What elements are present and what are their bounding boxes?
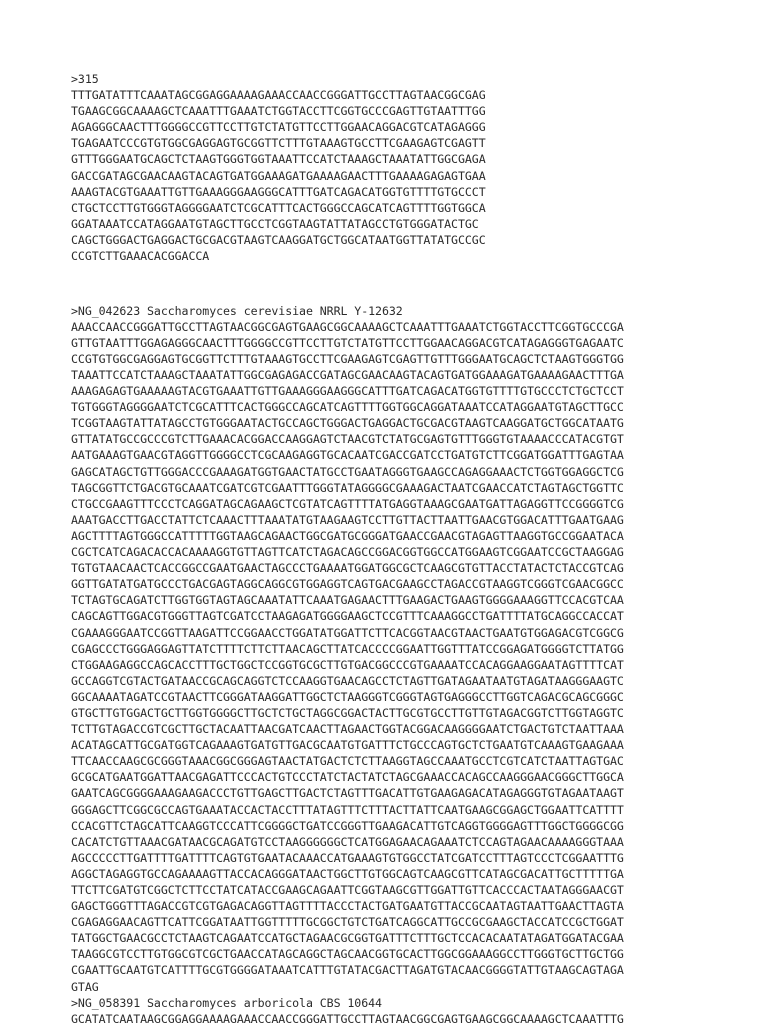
sequence-line: AGCTTTTAGTGGGCCATTTTTGGTAAGCAGAACTGGCGATGCGGGATGAACCGAACGTAGAGTTAAGGTGCCGGAATACA	[71, 528, 624, 543]
sequence-line: GAGCATAGCTGTTGGGACCCGAAAGATGGTGAACTATGCCTGAATAGGGTGAAGCCAGAGGAAACTCTGGTGGAGGCTCG	[71, 464, 624, 479]
sequence-line: AGGCTAGAGGTGCCAGAAAAGTTACCACAGGGATAACTGGCTTGTGGCAGTCAAGCGTTCATAGCGACATTGCTTTTTGA	[71, 866, 624, 881]
sequence-line: GGGAGCTTCGGCGCCAGTGAAATACCACTACCTTTATAGTTTCTTTACTTATTCAATGAAGCGGAGCTGGAATTCATTTT	[71, 802, 624, 817]
sequence-line: TTTGATATTTCAAATAGCGGAGGAAAAGAAACCAACCGGGATTGCCTTAGTAACGGCGAG	[71, 88, 486, 103]
sequence-line: GGATAAATCCATAGGAATGTAGCTTGCCTCGGTAAGTATTATAGCCTGTGGGATACTGC	[71, 216, 479, 231]
sequence-line: GAATCAGCGGGGAAAGAAGACCCTGTTGAGCTTGACTCTAGTTTGACATTGTGAAGAGACATAGAGGGTGTAGAATAAGT	[71, 786, 624, 801]
sequence-line: CAGCAGTTGGACGTGGGTTAGTCGATCCTAAGAGATGGGGAAGCTCCGTTTCAAAGGCCTGATTTTATGCAGGCCACCAT	[71, 609, 624, 624]
sequence-line: ACATAGCATTGCGATGGTCAGAAAGTGATGTTGACGCAATGTGATTTCTGCCCAGTGCTCTGAATGTCAAAGTGAAGAAA	[71, 738, 624, 753]
sequence-line: TTCTTCGATGTCGGCTCTTCCTATCATACCGAAGCAGAATTCGGTAAGCGTTGGATTGTTCACCCACTAATAGGGAACGT	[71, 883, 624, 897]
sequence-line: AATGAAAGTGAACGTAGGTTGGGGCCTCGCAAGAGGTGCACAATCGACCGATCCTGATGTCTTCGGATGGATTTGAGTAA	[71, 448, 624, 463]
sequence-line: GAGCTGGGTTTAGACCGTCGTGAGACAGGTTAGTTTTACCCTACTGATGAATGTTACCGCAATAGTAATTGAACTTAGTA	[71, 899, 624, 914]
sequence-line: GCCAGGTCGTACTGATAACCGCAGCAGGTCTCCAAGGTGAACAGCCTCTAGTTGATAGAATAATGTAGATAAGGGAAGTC	[71, 673, 624, 688]
fasta-record	[71, 995, 751, 1027]
sequence-line: GTTATATGCCGCCCGTCTTGAAACACGGACCAAGGAGTCTAACGTCTATGCGAGTGTTTGGGTGTAAAACCCATACGTGT	[71, 432, 624, 447]
sequence-line: TGAGAATCCCGTGTGGCGAGGAGTGCGGTTCTTTGTAAAGTGCCTTCGAAGAGTCGAGTT	[71, 136, 486, 151]
record-header: >NG_042623 Saccharomyces cerevisiae NRRL Y-12632	[71, 303, 403, 318]
sequence-line: AAACCAACCGGGATTGCCTTAGTAACGGCGAGTGAAGCGGCAAAAGCTCAAATTTGAAATCTGGTACCTTCGGTGCCCGA	[71, 319, 624, 334]
sequence-line: TCTAGTGCAGATCTTGGTGGTAGTAGCAAATATTCAAATGAGAACTTTGAAGACTGAAGTGGGGAAAGGTTCCACGTCAA	[71, 593, 624, 608]
sequence-line: AAATGACCTTGACCTATTCTCAAACTTTAAATATGTAAGAAGTCCTTGTTACTTAATTGAACGTGGACATTTGAATGAAG	[71, 512, 624, 527]
record-header: >315	[71, 72, 99, 86]
sequence-line: CTGCCGAAGTTTCCCTCAGGATAGCAGAAGCTCGTATCAGTTTTATGAGGTAAAGCGAATGATTAGAGGTTCCGGGGTCG	[71, 496, 624, 511]
sequence-line: TGTGGGTAGGGGAATCTCGCATTTCACTGGGCCAGCATCAGTTTTGGTGGCAGGATAAATCCATAGGAATGTAGCTTGCC	[71, 400, 624, 415]
sequence-line: GACCGATAGCGAACAAGTACAGTGATGGAAAGATGAAAAGAACTTTGAAAAGAGAGTGAA	[71, 168, 486, 183]
sequence-document	[71, 71, 751, 1027]
sequence-line: TTCAACCAAGCGCGGGTAAACGGCGGGAGTAACTATGACTCTCTTAAGGTAGCCAAATGCCTCGTCATCTAATTAGTGAC	[71, 754, 624, 769]
sequence-line: GGTTGATATGATGCCCTGACGAGTAGGCAGGCGTGGAGGTCAGTGACGAAGCCTAGACCGTAAGGTCGGGTCGAACGGCC	[71, 577, 624, 592]
sequence-line: GTGCTTGTGGACTGCTTGGTGGGGCTTGCTCTGCTAGGCGGACTACTTGCGTGCCTTGTTGTAGACGGTCTTGGTAGGTC	[71, 705, 624, 720]
sequence-line: AGCCCCCTTGATTTTGATTTTCAGTGTGAATACAAACCATGAAAGTGTGGCCTATCGATCCTTTAGTCCCTCGGAATTTG	[71, 850, 624, 865]
record-spacer	[71, 264, 751, 303]
sequence-line: CGAGCCCTGGGAGGAGTTATCTTTTCTTCTTAACAGCTTATCACCCCGGAATTGGTTTATCCGGAGATGGGGTCTTATGG	[71, 641, 624, 656]
fasta-record	[71, 303, 751, 995]
sequence-line: TGAAGCGGCAAAAGCTCAAATTTGAAATCTGGTACCTTCGGTGCCCGAGTTGTAATTTGG	[71, 104, 486, 119]
sequence-line: CGCTCATCAGACACCACAAAAGGTGTTAGTTCATCTAGACAGCCGGACGGTGGCCATGGAAGTCGGAATCCGCTAAGGAG	[71, 545, 624, 560]
sequence-line: GCATATCAATAAGCGGAGGAAAAGAAACCAACCGGGATTGCCTTAGTAACGGCGAGTGAAGCGGCAAAAGCTCAAATTTG	[71, 1011, 624, 1026]
sequence-line: GTAG	[71, 979, 99, 994]
sequence-line: CACATCTGTTAAACGATAACGCAGATGTCCTAAGGGGGGCTCATGGAGAACAGAAATCTCCAGTAGAACAAAAGGGTAAA	[71, 834, 624, 849]
sequence-line: TCTTGTAGACCGTCGCTTGCTACAATTAACGATCAACTTAGAACTGGTACGGACAAGGGGAATCTGACTGTCTAATTAAA	[71, 722, 624, 737]
sequence-line: CGAGAGGAACAGTTCATTCGGATAATTGGTTTTTGCGGCTGTCTGATCAGGCATTGCCGCGAAGCTACCATCCGCTGGAT	[71, 915, 624, 930]
sequence-line: AGAGGGCAACTTTGGGGCCGTTCCTTGTCTATGTTCCTTGGAACAGGACGTCATAGAGGG	[71, 120, 486, 135]
fasta-record	[71, 71, 751, 264]
sequence-line: TAAATTCCATCTAAAGCTAAATATTGGCGAGAGACCGATAGCGAACAAGTACAGTGATGGAAAGATGAAAAGAACTTTGA	[71, 368, 624, 382]
sequence-line: TAGCGGTTCTGACGTGCAAATCGATCGTCGAATTTGGGTATAGGGGCGAAAGACTAATCGAACCATCTAGTAGCTGGTTC	[71, 480, 624, 495]
sequence-line: CAGCTGGGACTGAGGACTGCGACGTAAGTCAAGGATGCTGGCATAATGGTTATATGCCGC	[71, 232, 486, 247]
sequence-line: GTTGTAATTTGGAGAGGGCAACTTTGGGGCCGTTCCTTGTCTATGTTCCTTGGAACAGGACGTCATAGAGGGTGAGAATC	[71, 335, 624, 350]
sequence-line: CGAAAGGGAATCCGGTTAAGATTCCGGAACCTGGATATGGATTCTTCACGGTAACGTAACTGAATGTGGAGACGTCGGCG	[71, 625, 624, 640]
sequence-line: GGCAAAATAGATCCGTAACTTCGGGATAAGGATTGGCTCTAAGGGTCGGGTAGTGAGGGCCTTGGTCAGACGCAGCGGGC	[71, 689, 624, 704]
sequence-line: CCGTCTTGAAACACGGACCA	[71, 249, 210, 264]
sequence-line: CCACGTTCTAGCATTCAAGGTCCCATTCGGGGCTGATCCGGGTTGAAGACATTGTCAGGTGGGGAGTTTGGCTGGGGCGG	[71, 818, 624, 833]
sequence-line: CTGCTCCTTGTGGGTAGGGGAATCTCGCATTTCACTGGGCCAGCATCAGTTTTGGTGGCA	[71, 200, 486, 215]
sequence-line: AAAGTACGTGAAATTGTTGAAAGGGAAGGGCATTTGATCAGACATGGTGTTTTGTGCCCT	[71, 184, 486, 199]
sequence-line: CGAATTGCAATGTCATTTTGCGTGGGGATAAATCATTTGTATACGACTTAGATGTACAACGGGGTATTGTAAGCAGTAGA	[71, 963, 624, 978]
sequence-line: TAAGGCGTCCTTGTGGCGTCGCTGAACCATAGCAGGCTAGCAACGGTGCACTTGGCGGAAAGGCCTTGGGTGCTTGCTGG	[71, 947, 624, 962]
sequence-line: GTTTGGGAATGCAGCTCTAAGTGGGTGGTAAATTCCATCTAAAGCTAAATATTGGCGAGA	[71, 152, 486, 167]
sequence-line: AAAGAGAGTGAAAAAGTACGTGAAATTGTTGAAAGGGAAGGGCATTTGATCAGACATGGTGTTTTGTGCCCTCTGCTCCT	[71, 384, 624, 399]
record-header: >NG_058391 Saccharomyces arboricola CBS 10644	[71, 995, 382, 1010]
sequence-line: TCGGTAAGTATTATAGCCTGTGGGAATACTGCCAGCTGGGACTGAGGACTGCGACGTAAGTCAAGGATGCTGGCATAATG	[71, 416, 624, 431]
sequence-line: TATGGCTGAACGCCTCTAAGTCAGAATCCATGCTAGAACGCGGTGATTTCTTTGCTCCACACAATATAGATGGATACGAA	[71, 931, 624, 946]
sequence-line: CCGTGTGGCGAGGAGTGCGGTTCTTTGTAAAGTGCCTTCGAAGAGTCGAGTTGTTTGGGAATGCAGCTCTAAGTGGGTGG	[71, 351, 624, 366]
sequence-line: TGTGTAACAACTCACCGGCCGAATGAACTAGCCCTGAAAATGGATGGCGCTCAAGCGTGTTACCTATACTCTACCGTCAG	[71, 561, 624, 576]
sequence-line: CTGGAAGAGGCCAGCACCTTTGCTGGCTCCGGTGCGCTTGTGACGGCCCGTGAAAATCCACAGGAAGGAATAGTTTTCAT	[71, 657, 624, 672]
sequence-line: GCGCATGAATGGATTAACGAGATTCCCACTGTCCCTATCTACTATCTAGCGAAACCACAGCCAAGGGAACGGGCTTGGCA	[71, 770, 624, 785]
